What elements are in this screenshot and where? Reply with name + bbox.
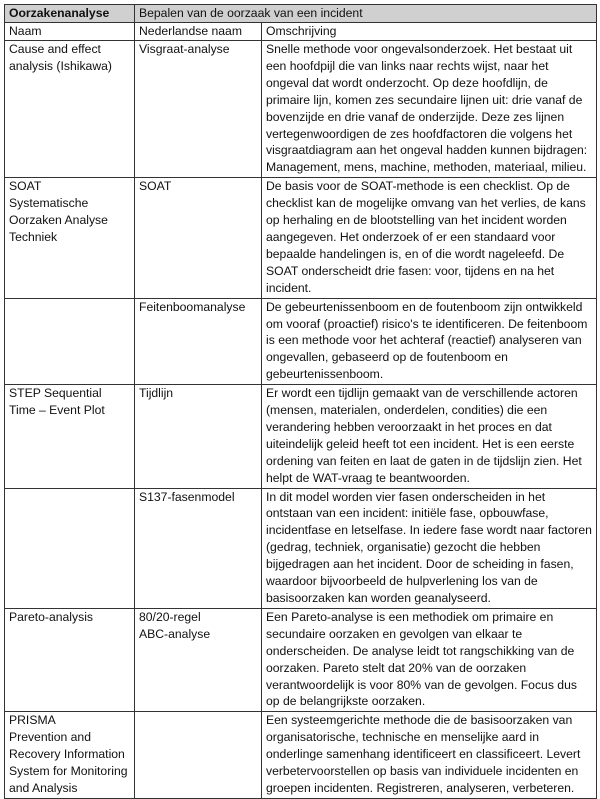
column-header-omschrijving: Omschrijving <box>262 23 597 41</box>
cell-omschrijving: In dit model worden vier fasen onderscheiden in het ontstaan van een incident: initiële fase, opbouwfase, incidentfase en letselfase. In iedere fase wordt naar factoren (gedrag, techniek, organisatie) gezocht die hebben bijgedragen aan het incident. Door de scheiding in fasen, waardoor bijvoorbeeld de hulpverlening los van de basisoorzaken kan worden geanalyseerd. <box>262 488 597 608</box>
cell-nederlandse-naam: Feitenboomanalyse <box>135 298 262 385</box>
cell-nederlandse-naam: SOAT <box>135 178 262 298</box>
table-row <box>5 608 597 711</box>
table-row <box>5 41 597 178</box>
column-header-row <box>5 23 597 41</box>
cell-omschrijving: De basis voor de SOAT-methode is een checklist. Op de checklist kan de mogelijke omvang van het verlies, de kans op herhaling en de blootstelling van het incident worden aangegeven. Het onderzoek of er een standaard voor bepaalde handelingen is, en of die wordt nageleefd. De SOAT onderscheidt drie fasen: voor, tijdens en na het incident. <box>262 178 597 298</box>
cell-naam: STEP Sequential Time – Event Plot <box>5 385 135 488</box>
cell-omschrijving: Een Pareto-analyse is een methodiek om primaire en secundaire oorzaken en gevolgen van elkaar te onderscheiden. De analyse leidt tot rangschikking van de oorzaken. Pareto stelt dat 20% van de oorzaken verantwoordelijk is voor 80% van de gevolgen. Focus dus op de belangrijkste oorzaken. <box>262 608 597 711</box>
table-row <box>5 712 597 799</box>
cell-naam <box>5 488 135 608</box>
cell-nederlandse-naam: 80/20-regel ABC-analyse <box>135 608 262 711</box>
table-row <box>5 385 597 488</box>
cell-omschrijving: De gebeurtenissenboom en de foutenboom zijn ontwikkeld om vooraf (proactief) risico's te identificeren. De feitenboom is een methode voor het achteraf (reactief) analyseren van ongevallen, gebaseerd op de foutenboom en gebeurtenissenboom. <box>262 298 597 385</box>
cell-nederlandse-naam: Tijdlijn <box>135 385 262 488</box>
oorzakenanalyse-table <box>4 4 597 799</box>
table-header-row <box>5 5 597 23</box>
cell-nederlandse-naam <box>135 712 262 799</box>
cell-naam: Pareto-analysis <box>5 608 135 711</box>
column-header-nederlandse-naam: Nederlandse naam <box>135 23 262 41</box>
cell-nederlandse-naam: S137-fasenmodel <box>135 488 262 608</box>
cell-omschrijving: Er wordt een tijdlijn gemaakt van de verschillende actoren (mensen, materialen, onderdelen, condities) die een verandering hebben veroorzaakt in het proces en dat uiteindelijk geleid heeft tot een incident. Het is een eerste ordening van feiten en laat de gaten in de tijdslijn zien. Het helpt de WAT-vraag te beantwoorden. <box>262 385 597 488</box>
column-header-naam: Naam <box>5 23 135 41</box>
table-row <box>5 178 597 298</box>
cell-naam <box>5 298 135 385</box>
cell-naam: PRISMA Prevention and Recovery Information System for Monitoring and Analysis <box>5 712 135 799</box>
cell-omschrijving: Een systeemgerichte methode die de basisoorzaken van organisatorische, technische en menselijke aard in onderlinge samenhang identificeert en classificeert. Levert verbetervoorstellen op basis van individuele incidenten en groepen incidenten. Registreren, analyseren, verbeteren. <box>262 712 597 799</box>
table-row <box>5 488 597 608</box>
table-subtitle: Bepalen van de oorzaak van een incident <box>135 5 597 23</box>
cell-nederlandse-naam: Visgraat-analyse <box>135 41 262 178</box>
cell-naam: SOAT Systematische Oorzaken Analyse Techniek <box>5 178 135 298</box>
cell-naam: Cause and effect analysis (Ishikawa) <box>5 41 135 178</box>
cell-omschrijving: Snelle methode voor ongevalsonderzoek. Het bestaat uit een hoofdpijl die van links naar rechts wijst, naar het ongeval dat wordt onderzocht. Op deze hoofdlijn, de primaire lijn, komen zes secundaire lijnen uit: drie vanaf de bovenzijde en drie vanaf de onderzijde. Deze zes lijnen vertegenwoordigen de zes hoofdfactoren die volgens het visgraatdiagram aan het ongeval hadden kunnen bijdragen: Management, mens, machine, methoden, materiaal, milieu. <box>262 41 597 178</box>
table-row <box>5 298 597 385</box>
table-title: Oorzakenanalyse <box>5 5 135 23</box>
